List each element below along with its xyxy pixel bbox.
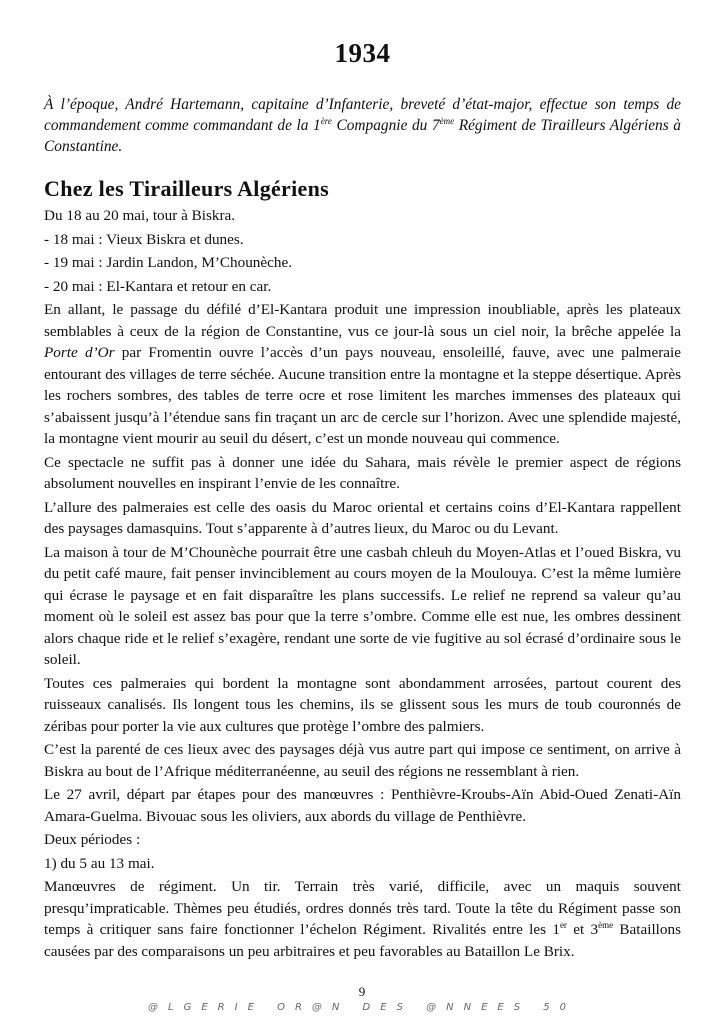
intro-sup-1: ère	[320, 115, 332, 126]
paragraph-text: par Fromentin ouvre l’accès d’un pays nouveau, ensoleillé, fauve, avec une palmeraie entourant des villages de terre séchée. Aucune transition entre la montagne et la steppe désertique. Après les rochers sombres, des tables de terre ocre et rose limitent les marches immenses des plateaux qui s’abaissent jusqu’à l’étendue sans fin traçant un arc de cercle sur l’horizon. Avec une splendide majesté, la montagne vient mourir au seuil du désert, c’est un monde nouveau qui commence.	[44, 344, 681, 447]
paragraph: Ce spectacle ne suffit pas à donner une idée du Sahara, mais révèle le premier aspect de régions absolument nouvelles en inspirant l’envie de les connaître.	[44, 453, 681, 492]
paragraph-text: Bataillons causées par des comparaisons un peu arbitraires et peu favorables au Bataillon Le Brix.	[44, 921, 681, 960]
paragraph: Toutes ces palmeraies qui bordent la montagne sont abondamment arrosées, partout courent des ruisseaux canalisés. Ils longent tous les chemins, ils se glissent sous les murs de toub couronnés de zéribas pour porter la vie aux cultures que protège l’ombre des palmiers.	[44, 674, 681, 735]
paragraph-text: et 3	[566, 921, 599, 938]
intro-paragraph	[44, 94, 681, 157]
intro-sup-2: ème	[439, 115, 455, 126]
paragraph: L’allure des palmeraies est celle des oasis du Maroc oriental et certains coins d’El-Kantara rappellent des paysages damasquins. Tout s’apparente à d’autres lieux, du Maroc ou du Levant.	[44, 498, 681, 537]
paragraph: Le 27 avril, départ par étapes pour des manœuvres : Penthièvre-Kroubs-Aïn Abid-Oued Zenati-Aïn Amara-Guelma. Bivouac sous les oliviers, aux abords du village de Penthièvre.	[44, 786, 681, 825]
page-number: 9	[358, 984, 366, 999]
section-heading: Chez les Tirailleurs Algériens	[44, 176, 329, 201]
paragraph-text: En allant, le passage du défilé d’El-Kantara produit une impression inoubliable, après les plateaux semblables à ceux de la région de Constantine, vus ce jour-là sous un ciel noir, la brêche appelée la	[44, 301, 681, 340]
paragraph: La maison à tour de M’Chounèche pourrait être une casbah chleuh du Moyen-Atlas et l’oued Biskra, vu du petit café maure, fait penser invinciblement au cours moyen de la Moulouya. C’est la même lumière qui écrase le paysage et en fait disparaître les plans successifs. Le relief ne reprend sa valeur qu’au moment où le soleil est assez bas pour que la terre s’ombre. Comme elle est nue, les ombres dessinent alors chaque ride et le relief s’exagère, rendant une sorte de vie fugitive au sol écrasé d’ordinaire sous le soleil.	[44, 543, 681, 668]
paragraph: Du 18 au 20 mai, tour à Biskra.	[44, 207, 236, 224]
paragraph-text: Manœuvres de régiment. Un tir. Terrain très varié, difficile, avec un maquis souvent presqu’impraticable. Thèmes peu étudiés, ordres donnés très tard. Toute la tête du Régiment passe son temps à critiquer sans faire fonctionner l’échelon Régiment. Rivalités entre les 1	[44, 878, 681, 938]
intro-text-1: À l’époque, André Hartemann, capitaine d’Infanterie, breveté d’état-major, effectue son temps de commandement comme commandant de la 1	[44, 96, 681, 134]
paragraph	[44, 299, 681, 450]
body-text	[44, 205, 681, 964]
paragraph: - 19 mai : Jardin Landon, M’Chounèche.	[44, 254, 293, 271]
paragraph: C’est la parenté de ces lieux avec des paysages déjà vus autre part qui impose ce sentiment, on arrive à Biskra au bout de l’Afrique méditerranéenne, au seuil des régions ne ressemblant à rien.	[44, 741, 681, 780]
paragraph-sup: ème	[598, 919, 614, 930]
paragraph	[44, 876, 681, 962]
page-title: 1934	[334, 38, 391, 68]
paragraph: 1) du 5 au 13 mai.	[44, 854, 155, 872]
footer-text: @LGERIE OR@N DES @NNEES 50	[148, 1002, 576, 1013]
intro-text-3: Régiment de Tirailleurs Algériens à Constantine.	[44, 117, 681, 155]
paragraph: - 20 mai : El-Kantara et retour en car.	[44, 277, 272, 295]
paragraph-sup: er	[559, 919, 567, 930]
paragraph-emphasis: Porte d’Or	[44, 344, 115, 361]
paragraph: Deux périodes :	[44, 831, 141, 848]
intro-text-2: Compagnie du 7	[331, 117, 440, 134]
paragraph: - 18 mai : Vieux Biskra et dunes.	[44, 230, 244, 248]
